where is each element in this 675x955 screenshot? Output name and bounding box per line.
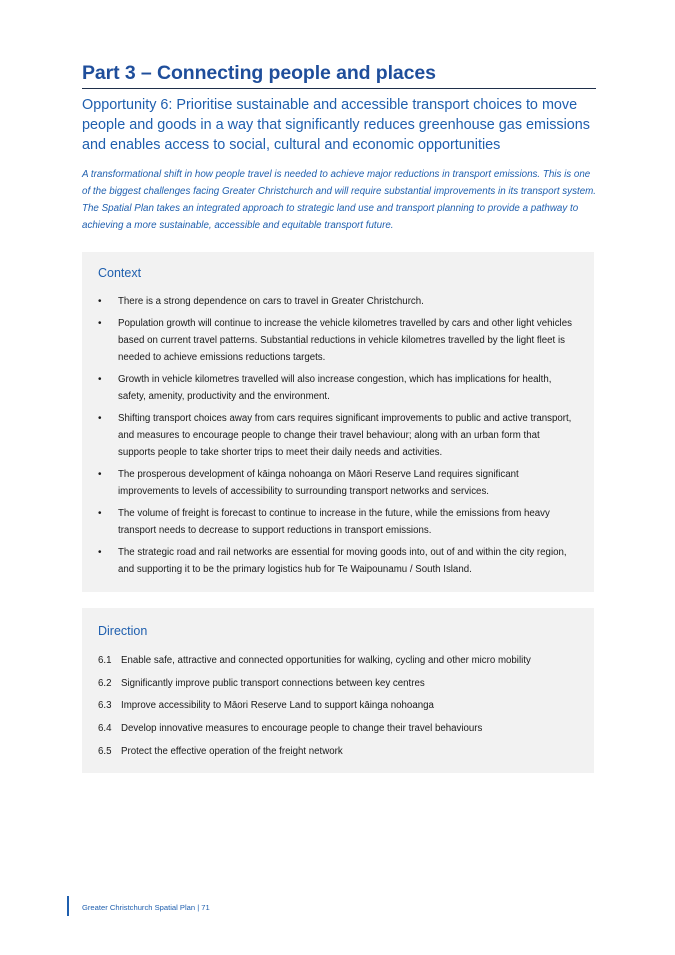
direction-item (98, 675, 588, 692)
direction-item (98, 720, 588, 737)
bullet-icon: • (98, 374, 102, 385)
context-list (82, 293, 594, 583)
footer-page-label: Greater Christchurch Spatial Plan | 71 (82, 903, 210, 912)
direction-number: 6.3 (98, 700, 112, 712)
bullet-icon: • (98, 469, 102, 480)
footer-accent-bar (67, 896, 69, 916)
context-item (82, 410, 594, 461)
direction-text: Develop innovative measures to encourage people to change their travel behaviours (121, 723, 483, 735)
opportunity-heading: Opportunity 6: Prioritise sustainable and accessible transport choices to move people and goods in a way that significantly reduces greenhouse gas emissions and enables access to social, cultural and economic opportunities (82, 97, 590, 153)
context-item-text: Shifting transport choices away from cars requires significant improvements to public and active transport, and measures to encourage people to change their travel behaviour; along with an urban form that supports people to take shorter trips to meet their daily needs and activities. (118, 413, 572, 458)
bullet-icon: • (98, 508, 102, 519)
direction-number: 6.4 (98, 723, 112, 735)
bullet-icon: • (98, 318, 102, 329)
direction-item (98, 743, 588, 760)
part-title: Part 3 – Connecting people and places (82, 62, 596, 89)
context-item-text: The prosperous development of kāinga nohoanga on Māori Reserve Land requires significant improvements to levels of accessibility to surrounding transport networks and services. (118, 469, 519, 497)
intro-paragraph: A transformational shift in how people travel is needed to achieve major reductions in transport emissions. This is one of the biggest challenges facing Greater Christchurch and will require substantial improvements in its transport system. The Spatial Plan takes an integrated approach to strategic land use and transport planning to provide a pathway to achieving a more sustainable, accessible and equitable transport future. (82, 169, 597, 231)
context-item-text: There is a strong dependence on cars to travel in Greater Christchurch. (118, 296, 424, 307)
direction-list (98, 652, 588, 765)
direction-number: 6.1 (98, 655, 112, 666)
direction-heading: Direction (98, 624, 148, 638)
direction-number: 6.5 (98, 745, 112, 757)
direction-text: Significantly improve public transport connections between key centres (121, 677, 425, 689)
context-item (82, 544, 594, 578)
context-heading: Context (98, 266, 142, 280)
context-item-text: Growth in vehicle kilometres travelled will also increase congestion, which has implications for health, safety, amenity, productivity and the environment. (118, 374, 552, 402)
bullet-icon: • (98, 547, 102, 558)
bullet-icon: • (98, 296, 102, 307)
direction-text: Improve accessibility to Māori Reserve Land to support kāinga nohoanga (121, 700, 434, 712)
direction-number: 6.2 (98, 677, 112, 689)
direction-item (98, 652, 588, 669)
direction-text: Protect the effective operation of the freight network (121, 745, 343, 757)
context-item (82, 505, 594, 539)
context-item (82, 466, 594, 500)
context-box (82, 252, 594, 592)
context-item-text: The strategic road and rail networks are essential for moving goods into, out of and within the city region, and supporting it to be the primary logistics hub for Te Waipounamu / South Island. (118, 547, 567, 575)
direction-item (98, 697, 588, 714)
context-item (82, 293, 594, 310)
context-item-text: Population growth will continue to increase the vehicle kilometres travelled by cars and other light vehicles based on current travel patterns. Substantial reductions in vehicle kilometres travelled by the light fleet is needed to achieve emissions reductions targets. (118, 318, 572, 363)
context-item (82, 371, 594, 405)
context-item-text: The volume of freight is forecast to continue to increase in the future, while the emissions from heavy transport needs to decrease to support reductions in transport emissions. (118, 508, 550, 536)
context-item (82, 315, 594, 366)
direction-box (82, 608, 594, 773)
bullet-icon: • (98, 413, 102, 424)
direction-text: Enable safe, attractive and connected opportunities for walking, cycling and other micro mobility (121, 655, 531, 666)
